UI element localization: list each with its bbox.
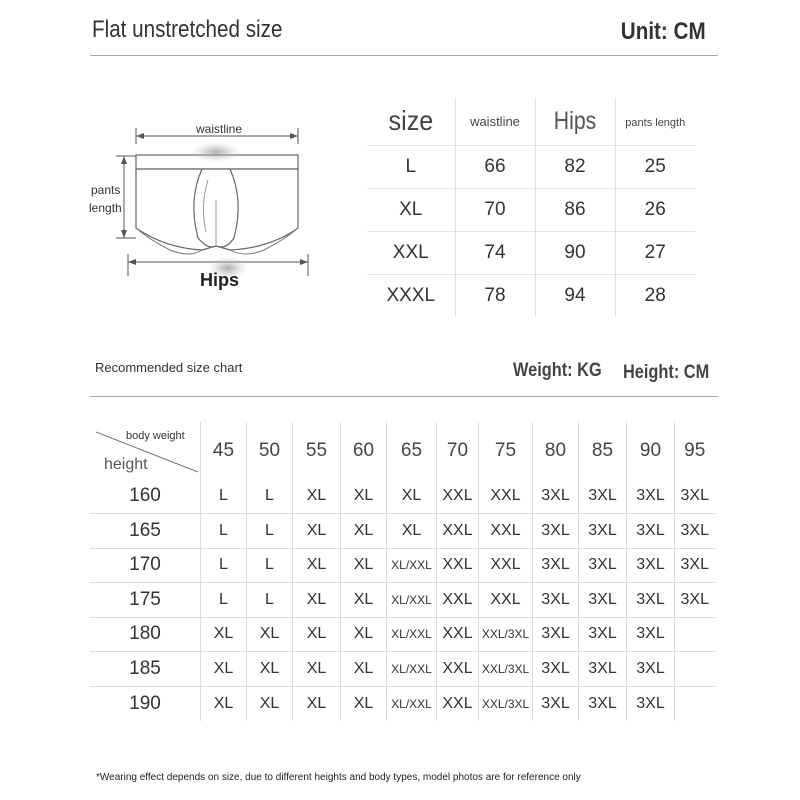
size-recommendation-cell: XXL [437,583,479,618]
waistline-cell: 78 [455,274,535,317]
size-recommendation-cell: 3XL [533,686,579,721]
waistline-cell: 66 [455,145,535,188]
section-divider [90,396,718,397]
size-recommendation-cell: XXL [437,617,479,652]
size-recommendation-cell: 3XL [627,514,675,549]
size-recommendation-cell: XXL [479,514,533,549]
size-recommendation-cell: 3XL [675,583,715,618]
size-recommendation-cell: L [201,479,247,514]
unit-label: Unit: CM [621,18,706,45]
waistline-cell: 70 [455,188,535,231]
size-recommendation-cell: 3XL [579,652,627,687]
size-recommendation-cell: XL [341,514,387,549]
height-cell: 180 [90,617,201,652]
footnote: *Wearing effect depends on size, due to different heights and body types, model photos are for reference only [96,772,581,783]
size-recommendation-cell: 3XL [533,479,579,514]
height-cell: 170 [90,548,201,583]
size-recommendation-cell: 3XL [533,514,579,549]
size-recommendation-cell: XXL/3XL [479,652,533,687]
table-row [90,583,715,618]
pants-length-cell: 28 [615,274,695,317]
weight-header-cell: 90 [627,422,675,479]
size-recommendation-cell: XL [341,548,387,583]
size-recommendation-cell: XL [201,686,247,721]
size-recommendation-cell: XL [387,514,437,549]
size-recommendation-cell: 3XL [579,479,627,514]
size-recommendation-cell: L [247,514,293,549]
height-label: height [104,456,148,473]
size-recommendation-cell: 3XL [675,548,715,583]
size-recommendation-cell: 3XL [579,583,627,618]
weight-header-cell: 85 [579,422,627,479]
pants-length-cell: 27 [615,231,695,274]
header-size: size [388,105,434,137]
size-cell: L [367,145,455,188]
size-recommendation-cell: XL [293,479,341,514]
hips-cell: 94 [535,274,615,317]
size-recommendation-cell: 3XL [627,548,675,583]
size-cell: XXL [367,231,455,274]
size-recommendation-cell: XL [293,548,341,583]
size-recommendation-cell: XL/XXL [387,617,437,652]
size-recommendation-cell: XL [341,617,387,652]
weight-header-cell: 80 [533,422,579,479]
size-recommendation-cell: 3XL [533,617,579,652]
size-recommendation-cell: XL [341,652,387,687]
table-row [90,548,715,583]
size-recommendation-cell: XL [201,617,247,652]
recommended-size-chart [90,422,715,721]
table-row [90,479,715,514]
hips-cell: 90 [535,231,615,274]
table-row [90,686,715,721]
table-row [90,617,715,652]
pants-label: pants [91,183,121,197]
height-unit-label: Height: CM [623,362,710,383]
top-divider [90,55,718,56]
length-label: length [89,201,122,215]
size-recommendation-cell: XXL [479,548,533,583]
size-recommendation-cell: 3XL [579,686,627,721]
height-cell: 190 [129,692,161,714]
size-recommendation-cell: XL [201,652,247,687]
size-recommendation-cell: XXL/3XL [479,617,533,652]
height-cell: 175 [90,583,201,618]
table-row [367,274,695,317]
size-recommendation-cell: XL [293,514,341,549]
size-recommendation-cell: 3XL [533,652,579,687]
size-recommendation-cell: L [247,548,293,583]
hips-cell: 86 [535,188,615,231]
size-recommendation-cell [675,686,715,721]
recommended-header-row [90,422,715,479]
hips-cell: 82 [535,145,615,188]
weight-header-cell: 45 [201,422,247,479]
table-row [90,514,715,549]
size-recommendation-cell: 3XL [627,652,675,687]
size-recommendation-cell [675,617,715,652]
height-cell: 185 [90,652,201,687]
size-recommendation-cell: XL/XXL [387,652,437,687]
size-table-header [367,98,695,145]
size-recommendation-cell: 3XL [579,548,627,583]
pants-length-cell: 25 [615,145,695,188]
size-recommendation-cell: L [247,583,293,618]
size-recommendation-cell: XL/XXL [387,548,437,583]
table-row [90,652,715,687]
header-pants-length: pants length [615,98,695,145]
weight-header-cell: 75 [479,422,533,479]
size-recommendation-cell: 3XL [627,617,675,652]
waistline-label: waistline [196,122,243,136]
weight-header-cell: 65 [387,422,437,479]
size-recommendation-cell [675,652,715,687]
size-cell: XL [367,188,455,231]
size-recommendation-cell: XXL/3XL [479,686,533,721]
height-cell: 165 [90,514,201,549]
size-recommendation-cell: XL [293,652,341,687]
size-recommendation-cell: XL [293,617,341,652]
size-recommendation-cell: XL [341,479,387,514]
size-recommendation-cell: XL [341,686,387,721]
size-recommendation-cell: 3XL [627,479,675,514]
size-recommendation-cell: 3XL [579,617,627,652]
size-recommendation-cell: XL [293,686,341,721]
size-recommendation-cell: XXL [437,548,479,583]
weight-unit-label: Weight: KG [513,360,602,381]
height-cell: 160 [90,479,201,514]
size-recommendation-cell: XL [247,617,293,652]
waistline-cell: 74 [455,231,535,274]
size-recommendation-cell: 3XL [533,548,579,583]
size-recommendation-cell: XXL [437,652,479,687]
size-measurement-table [367,98,695,317]
weight-header-cell: 70 [437,422,479,479]
table-row [367,145,695,188]
size-recommendation-cell: XXL [437,514,479,549]
weight-header-cell: 95 [675,422,715,479]
size-recommendation-cell: 3XL [675,514,715,549]
size-cell: XXXL [367,274,455,317]
size-recommendation-cell: XXL [437,479,479,514]
garment-diagram [80,100,340,310]
size-recommendation-cell: XL [341,583,387,618]
weight-header-cell: 50 [247,422,293,479]
size-recommendation-cell: XL [293,583,341,618]
pants-length-cell: 26 [615,188,695,231]
size-recommendation-cell: XL [247,652,293,687]
size-recommendation-cell: XXL [437,686,479,721]
size-recommendation-cell: L [201,514,247,549]
table-row [367,188,695,231]
size-recommendation-cell: L [201,548,247,583]
size-recommendation-cell: XL [247,686,293,721]
size-recommendation-cell: 3XL [675,479,715,514]
weight-header-cell: 55 [293,422,341,479]
size-recommendation-cell: L [201,583,247,618]
recommended-title: Recommended size chart [95,360,243,375]
table-row [367,231,695,274]
size-recommendation-cell: 3XL [627,583,675,618]
corner-cell [90,422,201,479]
page-title: Flat unstretched size [92,16,283,43]
size-recommendation-cell: XL/XXL [387,583,437,618]
weight-header-cell: 60 [341,422,387,479]
size-recommendation-cell: XXL [479,479,533,514]
size-recommendation-cell: XL/XXL [387,686,437,721]
size-recommendation-cell: L [247,479,293,514]
size-recommendation-cell: 3XL [627,686,675,721]
body-weight-label: body weight [126,430,185,442]
size-recommendation-cell: 3XL [579,514,627,549]
header-waistline: waistline [455,98,535,145]
header-hips: Hips [535,98,615,145]
size-recommendation-cell: 3XL [533,583,579,618]
size-recommendation-cell: XXL [479,583,533,618]
size-recommendation-cell: XL [387,479,437,514]
hips-label: Hips [200,270,240,290]
